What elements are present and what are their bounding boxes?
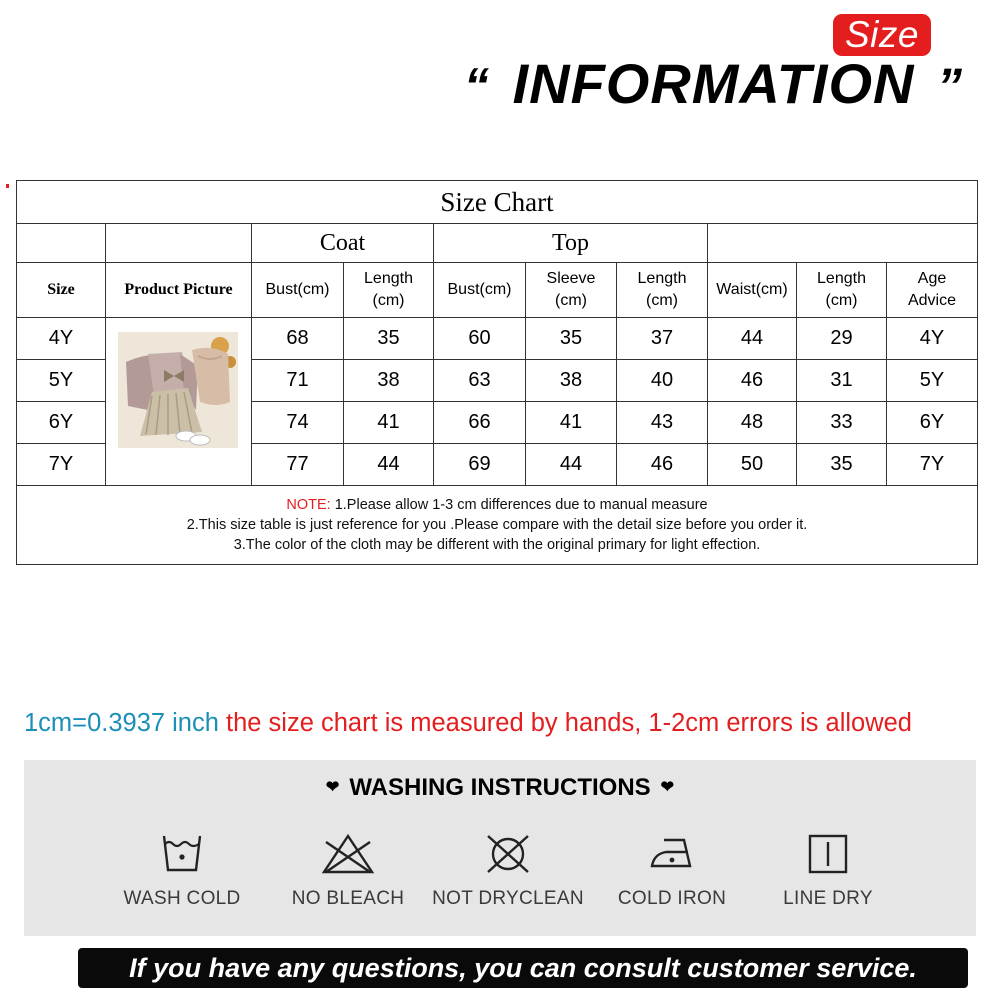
cell-value: 48 <box>708 402 797 444</box>
header-line: (cm) <box>555 292 587 309</box>
contact-banner: If you have any questions, you can consult customer service. <box>78 948 968 988</box>
cell-value: 60 <box>434 318 526 360</box>
close-quote: ” <box>937 58 964 114</box>
care-label: NO BLEACH <box>291 888 405 909</box>
header-line: (cm) <box>825 292 858 309</box>
note-line-2: 2.This size table is just reference for you .Please compare with the detail size before you order it. <box>186 517 808 533</box>
header-coat-bust: Bust(cm) <box>252 263 344 318</box>
product-picture <box>118 332 238 448</box>
conversion-note <box>24 706 984 740</box>
cell-value: 44 <box>526 444 617 486</box>
table-notes <box>17 486 978 565</box>
note-line-1 <box>17 495 977 515</box>
header-waist: Waist(cm) <box>708 263 797 318</box>
cell-age: 4Y <box>887 318 978 360</box>
size-badge: Size <box>833 14 931 56</box>
heart-icon: ❤ <box>660 779 675 796</box>
cell-value: 44 <box>708 318 797 360</box>
care-item-wash-cold <box>102 830 262 930</box>
note-prefix: NOTE: <box>286 497 335 513</box>
cell-value: 71 <box>252 360 344 402</box>
cell-value: 68 <box>252 318 344 360</box>
cell-value: 41 <box>526 402 617 444</box>
cell-age: 7Y <box>887 444 978 486</box>
group-top: Top <box>434 224 708 263</box>
header-line: (cm) <box>372 292 405 309</box>
group-coat: Coat <box>252 224 434 263</box>
group-empty-cell <box>17 224 106 263</box>
header-coat-length <box>344 263 434 318</box>
cell-value: 77 <box>252 444 344 486</box>
cell-age: 5Y <box>887 360 978 402</box>
cell-value: 29 <box>797 318 887 360</box>
care-label: LINE DRY <box>783 888 873 909</box>
cell-value: 69 <box>434 444 526 486</box>
header-length <box>797 263 887 318</box>
decor-dot <box>6 184 9 188</box>
heart-icon: ❤ <box>325 779 340 796</box>
line-dry-icon <box>800 830 856 878</box>
care-item-line-dry <box>748 830 908 930</box>
size-chart-table <box>16 180 978 565</box>
cell-value: 50 <box>708 444 797 486</box>
care-item-cold-iron <box>592 830 752 930</box>
product-picture-cell <box>106 318 252 486</box>
header-top-length <box>617 263 708 318</box>
washing-title-text: WASHING INSTRUCTIONS <box>349 774 651 801</box>
care-label: WASH COLD <box>123 888 241 909</box>
care-item-not-dryclean <box>428 830 588 930</box>
cell-value: 66 <box>434 402 526 444</box>
cell-value: 37 <box>617 318 708 360</box>
conversion-formula: 1cm=0.3937 inch <box>24 709 219 737</box>
cell-value: 43 <box>617 402 708 444</box>
care-label: NOT DRYCLEAN <box>432 888 584 909</box>
group-empty-cell <box>106 224 252 263</box>
open-quote: “ <box>464 58 490 114</box>
header-line: Advice <box>907 292 957 309</box>
header-line: Length <box>817 270 866 287</box>
page-title <box>458 52 988 116</box>
care-item-no-bleach <box>268 830 428 930</box>
cell-value: 46 <box>708 360 797 402</box>
conversion-disclaimer: the size chart is measured by hands, 1-2cm errors is allowed <box>218 709 912 737</box>
table-title: Size Chart <box>17 181 978 224</box>
cell-value: 74 <box>252 402 344 444</box>
header-top-bust: Bust(cm) <box>434 263 526 318</box>
washing-panel <box>24 760 976 936</box>
header-top-sleeve <box>526 263 617 318</box>
header-line: (cm) <box>646 292 678 309</box>
cell-value: 35 <box>344 318 434 360</box>
wash-cold-icon <box>154 830 210 878</box>
header-line: Age <box>917 270 947 287</box>
cell-value: 33 <box>797 402 887 444</box>
washing-title <box>24 772 976 804</box>
cell-value: 46 <box>617 444 708 486</box>
cell-value: 44 <box>344 444 434 486</box>
cell-value: 35 <box>797 444 887 486</box>
title-text: INFORMATION <box>512 52 915 115</box>
header-line: Length <box>364 270 413 287</box>
cell-size: 4Y <box>17 318 106 360</box>
header-product-picture: Product Picture <box>106 263 252 318</box>
header-size: Size <box>17 263 106 318</box>
cell-value: 40 <box>617 360 708 402</box>
cell-size: 7Y <box>17 444 106 486</box>
cell-value: 38 <box>526 360 617 402</box>
cell-value: 35 <box>526 318 617 360</box>
table-row <box>17 318 978 360</box>
no-bleach-icon <box>318 830 378 878</box>
cell-value: 41 <box>344 402 434 444</box>
header-age-advice <box>887 263 978 318</box>
care-label: COLD IRON <box>617 888 727 909</box>
note-line-3: 3.The color of the cloth may be different with the original primary for light effection. <box>233 537 761 553</box>
cell-value: 31 <box>797 360 887 402</box>
cell-size: 6Y <box>17 402 106 444</box>
cell-size: 5Y <box>17 360 106 402</box>
header-line: Sleeve <box>546 270 596 287</box>
cell-value: 63 <box>434 360 526 402</box>
header-line: Length <box>637 270 687 287</box>
group-empty-cell <box>708 224 978 263</box>
cell-value: 38 <box>344 360 434 402</box>
cell-age: 6Y <box>887 402 978 444</box>
no-dryclean-icon <box>480 830 536 878</box>
note-text: 1.Please allow 1-3 cm differences due to manual measure <box>334 497 708 513</box>
cold-iron-icon <box>644 830 700 878</box>
